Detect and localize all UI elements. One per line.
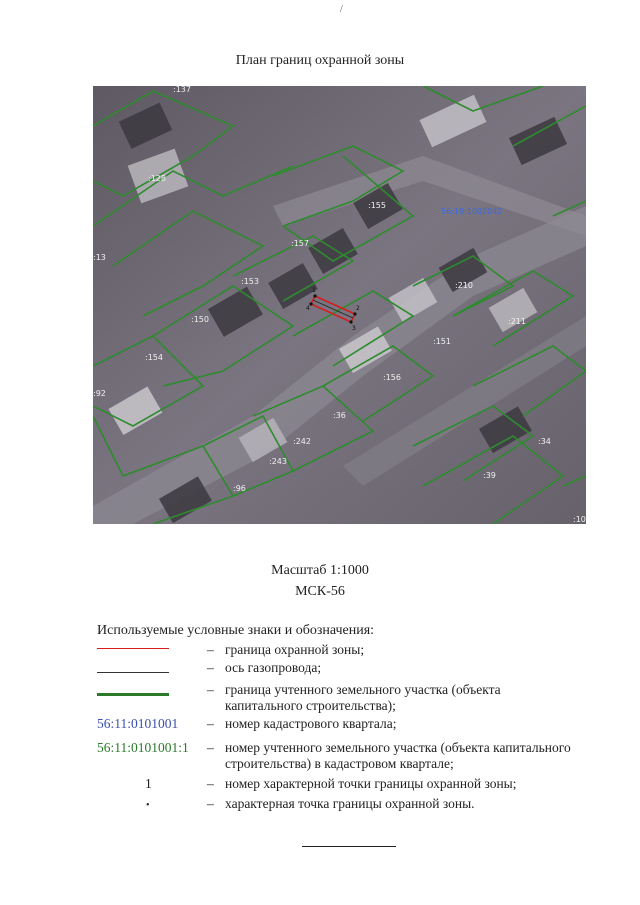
legend-desc: граница охранной зоны; [225,642,365,657]
red-line-symbol [97,642,207,660]
quarter-label: 56:19:1002042 [441,207,503,216]
parcel-label: :10 [573,515,586,524]
legend-dash: – [207,740,214,755]
scale-text: Масштаб 1:1000 [271,563,369,578]
legend-dash: – [207,682,214,697]
legend-desc: граница учтенного земельного участка (объекта капитального строительства); [225,682,501,713]
point-number-sample: 1 [145,776,152,791]
legend-desc: номер характерной точки границы охранной зоны; [225,776,517,791]
parcel-label: :153 [241,277,259,286]
parcel-label: :243 [269,457,287,466]
legend-title: Используемые условные знаки и обозначения: [97,623,375,638]
legend-dash: – [207,716,214,731]
end-line [302,846,396,847]
aerial-map[interactable] [93,86,586,524]
parcel-label: :137 [173,86,191,94]
legend-dash: – [207,642,214,657]
parcel-label: :150 [191,315,209,324]
parcel-label: :156 [383,373,401,382]
point-dot-sample: • [146,800,150,811]
parcel-code-sample: 56:11:0101001:1 [97,740,189,755]
parcel-label: :92 [93,389,106,398]
parcel-label: :96 [233,484,246,493]
parcel-label: :157 [291,239,309,248]
page-mark: / [340,4,343,15]
legend-desc: номер кадастрового квартала; [225,716,397,731]
parcel-label: :128 [148,174,166,183]
parcel-label: :13 [93,253,106,262]
legend-dash: – [207,660,214,675]
scale-block [0,560,640,602]
parcel-label: :36 [333,411,346,420]
parcel-label: :154 [145,353,163,362]
legend-dash: – [207,796,214,811]
crs-text: МСК-56 [295,584,345,599]
parcel-label: :34 [538,437,551,446]
parcel-label: :39 [483,471,496,480]
quarter-code-sample: 56:11:0101001 [97,716,179,731]
point-label: 1 [312,287,316,294]
parcel-label: :155 [368,201,386,210]
point-label: 3 [352,325,356,332]
map-canvas [93,86,586,524]
legend-desc: ось газопровода; [225,660,322,675]
green-line-symbol [97,682,207,700]
point-label: 4 [306,305,310,312]
parcel-label: :210 [455,281,473,290]
legend-desc: номер учтенного земельного участка (объекта капитального строительства) в кадастровом квартале; [225,740,571,771]
legend-dash: – [207,776,214,791]
parcel-label: :242 [293,437,311,446]
legend-desc: характерная точка границы охранной зоны. [225,796,475,811]
page-title: План границ охранной зоны [235,53,405,68]
point-label: 2 [356,305,360,312]
dark-line-symbol [97,660,207,678]
parcel-label: :151 [433,337,451,346]
parcel-label: :211 [508,317,526,326]
